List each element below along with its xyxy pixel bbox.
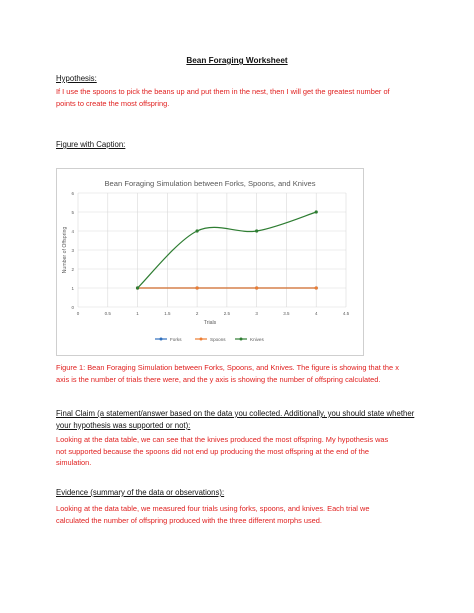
knives-legend-marker [240, 338, 243, 341]
chart-title: Bean Foraging Simulation between Forks, Spoons, and Knives [104, 179, 316, 188]
hypothesis-text [56, 86, 428, 109]
y-tick-label: 4 [71, 229, 74, 234]
knives-legend-label: Knives [250, 336, 264, 342]
final-claim-heading-line: Final Claim (a statement/answer based on the data you collected. Additionally, you should state whether [56, 409, 415, 418]
x-tick-label: 3.5 [283, 311, 290, 316]
claim-text [56, 434, 428, 469]
y-tick-label: 6 [71, 191, 74, 196]
x-tick-label: 3 [255, 311, 258, 316]
y-tick-label: 5 [71, 210, 74, 215]
x-tick-label: 2.5 [223, 311, 231, 316]
evidence-line: Looking at the data table, we measured four trials using forks, spoons, and knives. Each trial we [56, 504, 370, 513]
hypothesis-heading: Hypothesis: [56, 74, 97, 83]
hypothesis-line: points to create the most offspring. [56, 98, 170, 108]
caption-line: axis is the number of trials there were, and the y axis is showing the number of offspring calculated. [56, 374, 381, 384]
chart-container [56, 168, 364, 356]
x-tick-label: 0.5 [104, 311, 111, 316]
knives-data-point [255, 229, 258, 232]
knives-data-point [315, 210, 318, 213]
figure-heading: Figure with Caption: [56, 140, 126, 149]
knives-data-point [136, 286, 139, 289]
knives-data-point [196, 229, 199, 232]
x-tick-label: 4.5 [342, 311, 350, 316]
y-tick-label: 3 [71, 248, 74, 253]
claim-line: Looking at the data table, we can see that the knives produced the most offspring. My hypothesis was [56, 435, 389, 444]
spoons-data-point [315, 286, 318, 289]
line-chart [57, 169, 363, 355]
claim-line: not supported because the spoons did not end up producing the most offspring at the end of the [56, 446, 369, 456]
figure-caption [56, 362, 428, 385]
forks-legend-label: Forks [170, 336, 182, 342]
caption-line: Figure 1: Bean Foraging Simulation between Forks, Spoons, and Knives. The figure is showing that the x [56, 363, 399, 372]
x-tick-label: 0 [76, 311, 80, 316]
x-axis-label: Trials [203, 320, 217, 326]
spoons-legend-marker [200, 338, 203, 341]
claim-line: simulation. [56, 458, 92, 468]
evidence-heading: Evidence (summary of the data or observations): [56, 488, 225, 497]
x-tick-label: 2 [195, 311, 199, 316]
evidence-text [56, 503, 428, 526]
final-claim-heading [56, 408, 428, 431]
y-tick-label: 1 [71, 286, 74, 291]
spoons-data-point [255, 286, 258, 289]
forks-legend-marker [160, 338, 163, 341]
spoons-data-point [196, 286, 199, 289]
y-tick-label: 0 [71, 305, 74, 310]
final-claim-heading-line: your hypothesis was supported or not): [56, 420, 191, 430]
y-axis-label: Number of Offspring [62, 226, 68, 274]
x-tick-label: 1.5 [164, 311, 171, 316]
hypothesis-line: If I use the spoons to pick the beans up and put them in the nest, then I will get the greatest number of [56, 87, 390, 96]
x-tick-label: 1 [136, 311, 139, 316]
evidence-line: calculated the number of offspring produced with the three different morphs used. [56, 515, 322, 525]
spoons-legend-label: Spoons [210, 336, 226, 342]
y-tick-label: 2 [71, 267, 74, 272]
x-tick-label: 4 [314, 311, 318, 316]
worksheet-title: Bean Foraging Worksheet [186, 56, 288, 65]
